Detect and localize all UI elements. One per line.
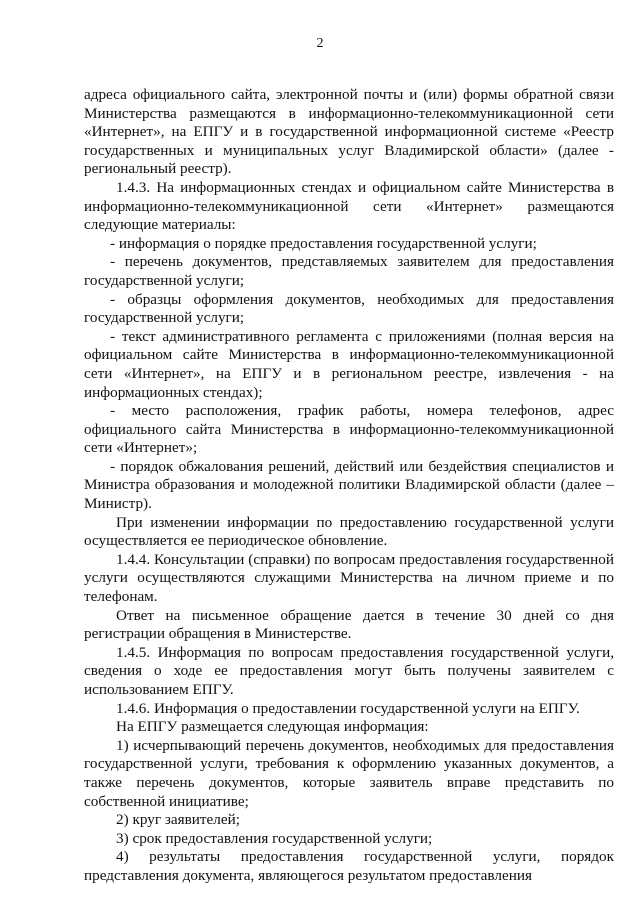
paragraph: 1.4.6. Информация о предоставлении государственной услуги на ЕПГУ. — [116, 699, 580, 717]
list-item: - образцы оформления документов, необходимых для предоставления государственной услуги; — [84, 290, 614, 327]
paragraph: 1.4.5. Информация по вопросам предоставления государственной услуги, сведения о ходе ее предоставления могут быть получены заявителем с использованием ЕПГУ. — [84, 643, 614, 698]
document-body — [84, 86, 614, 886]
page-number: 2 — [316, 36, 324, 51]
list-item: 1) исчерпывающий перечень документов, необходимых для предоставления государственной услуги, требования к оформлению указанных документов, а также перечень документов, которые заявитель вправе представить по собственной инициативе; — [84, 736, 614, 810]
list-item: - текст административного регламента с приложениями (полная версия на официальном сайте Министерства в информационно-телекоммуникационной сети «Интернет», на ЕПГУ и в региональном реестре, извлечения - на информационных стендах); — [84, 327, 614, 401]
paragraph: При изменении информации по предоставлению государственной услуги осуществляется ее периодическое обновление. — [84, 513, 614, 550]
list-item: 2) круг заявителей; — [116, 811, 240, 829]
paragraph: 1.4.4. Консультации (справки) по вопросам предоставления государственной услуги осуществляются служащими Министерства на личном приеме и по телефонам. — [84, 550, 614, 606]
list-item: - место расположения, график работы, номера телефонов, адрес официального сайта Министерства в информационно-телекоммуникационной сети «Интернет»; — [84, 402, 614, 457]
paragraph: Ответ на письменное обращение дается в течение 30 дней со дня регистрации обращения в Министерстве. — [84, 606, 614, 643]
paragraph: На ЕПГУ размещается следующая информация: — [116, 718, 429, 736]
list-item: - перечень документов, представляемых заявителем для предоставления государственной услуги; — [84, 253, 614, 289]
list-item: 4) результаты предоставления государственной услуги, порядок представления документа, являющегося результатом предоставления — [84, 848, 614, 884]
paragraph: адреса официального сайта, электронной почты и (или) формы обратной связи Министерства размещаются в информационно-телекоммуникационной сети «Интернет», на ЕПГУ и в государственной информационной системе «Реестр государственных и муниципальных услуг Владимирской области» (далее - региональный реестр). — [84, 86, 614, 178]
list-item: - порядок обжалования решений, действий или бездействия специалистов и Министра образования и молодежной политики Владимирской области (далее – Министр). — [84, 457, 614, 513]
paragraph: 1.4.3. На информационных стендах и официальном сайте Министерства в информационно-телекоммуникационной сети «Интернет» размещаются следующие материалы: — [84, 178, 614, 234]
list-item: 3) срок предоставления государственной услуги; — [116, 829, 433, 847]
list-item: - информация о порядке предоставления государственной услуги; — [110, 234, 537, 252]
